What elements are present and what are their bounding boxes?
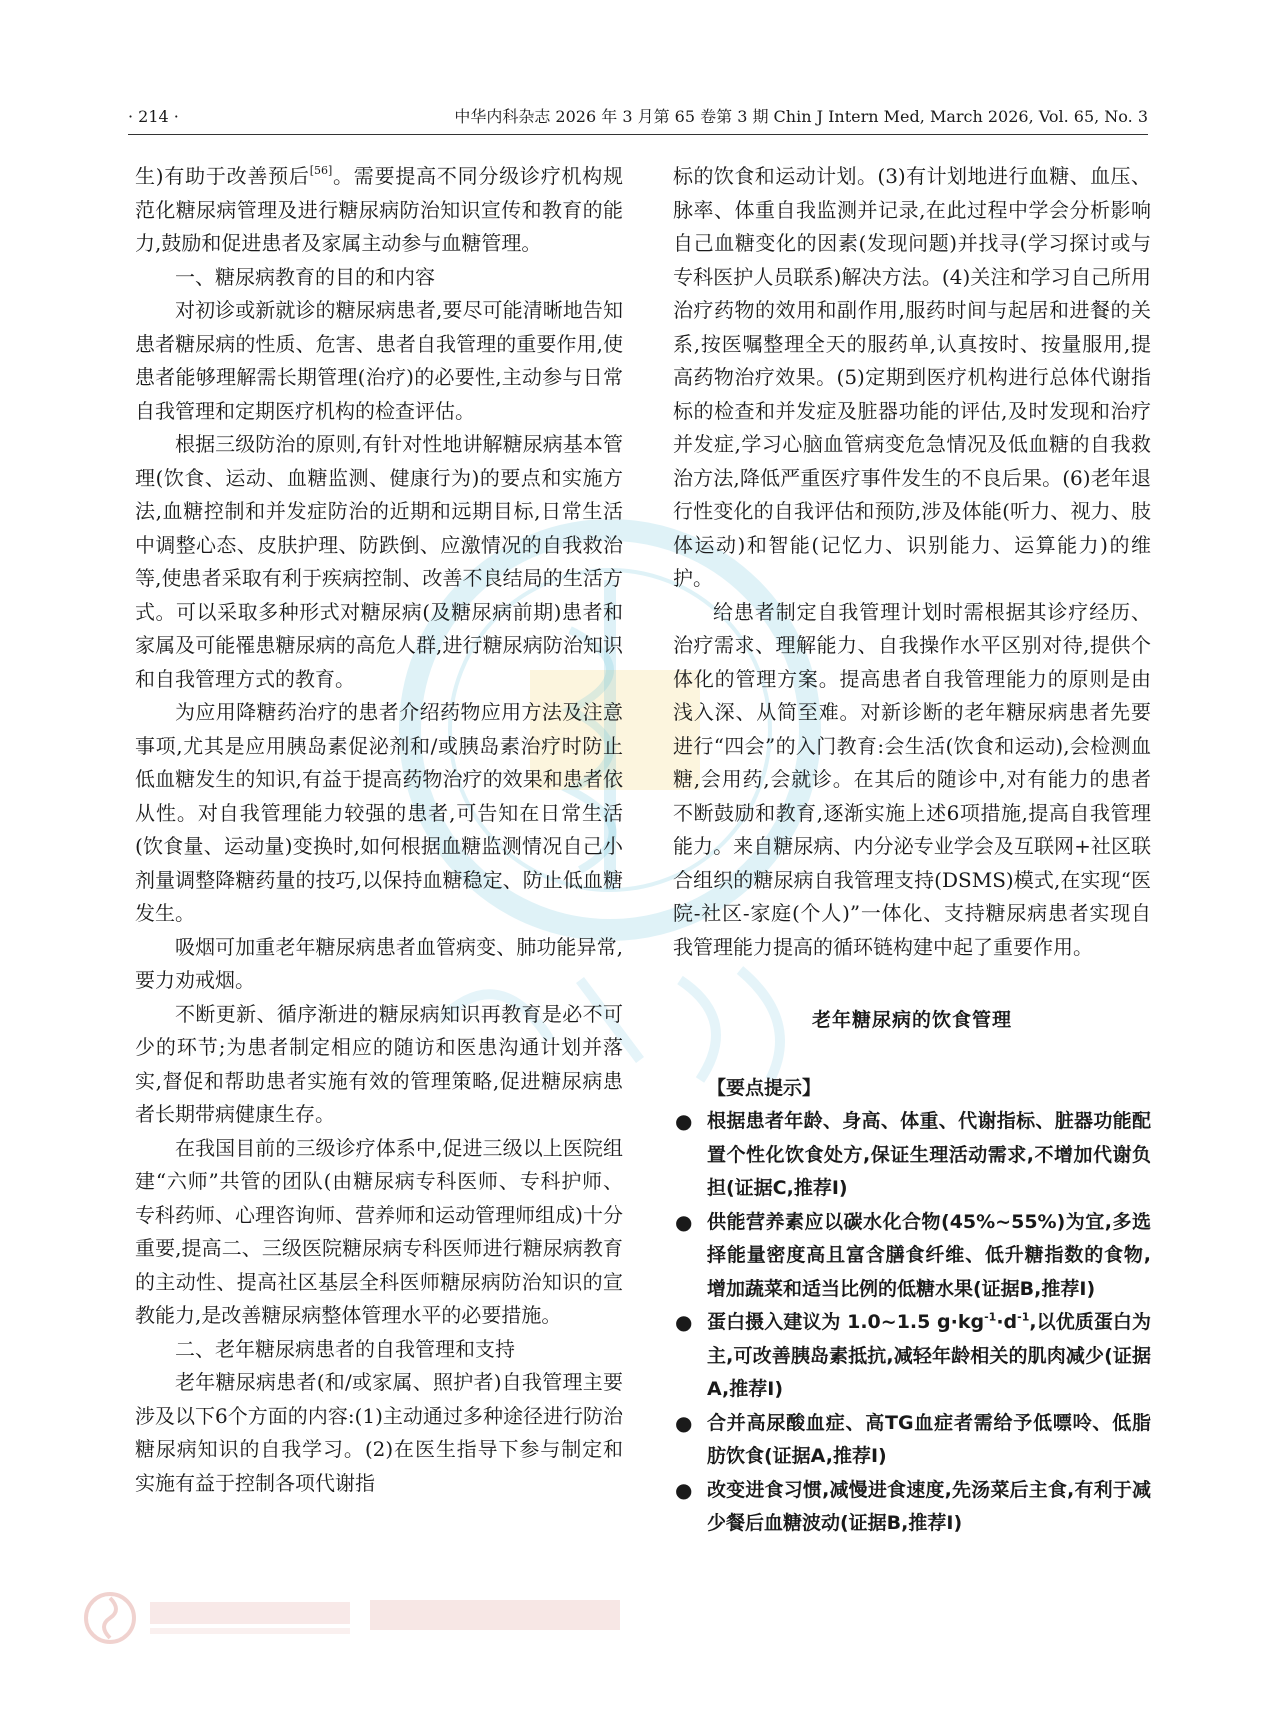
paragraph: 为应用降糖药治疗的患者介绍药物应用方法及注意事项,尤其是应用胰岛素促泌剂和/或胰岛素治疗时防止低血糖发生的知识,有益于提高药物治疗的效果和患者依从性。对自我管理能力较强的患者,可告知在日常生活(饮食量、运动量)变换时,如何根据血糖监测情况自己小剂量调整降糖药量的技巧,以保持血糖稳定、防止低血糖发生。	[135, 700, 623, 925]
paragraph: 给患者制定自我管理计划时需根据其诊疗经历、治疗需求、理解能力、自我操作水平区别对待,提供个体化的管理方案。提高患者自我管理能力的原则是由浅入深、从简至难。对新诊断的老年糖尿病患者先要进行“四会”的入门教育:会生活(饮食和运动),会检测血糖,会用药,会就诊。在其后的随诊中,对有能力的患者不断鼓励和教育,逐渐实施上述6项措施,提高自我管理能力。来自糖尿病、内分泌专业学会及互联网+社区联合组织的糖尿病自我管理支持(DSMS)模式,在实现“医院-社区-家庭(个人)”一体化、支持糖尿病患者实现自我管理能力提高的循环链构建中起了重要作用。	[673, 599, 1151, 959]
subsection-heading: 一、糖尿病教育的目的和内容	[175, 264, 435, 289]
header-rule	[128, 134, 1148, 135]
page-number: · 214 ·	[128, 107, 179, 126]
paragraph: 生)有助于改善预后[56]。需要提高不同分级诊疗机构规范化糖尿病管理及进行糖尿病防治知识宣传和教育的能力,鼓励和促进患者及家属主动参与血糖管理。	[135, 164, 623, 255]
bullet-icon: ●	[675, 1477, 693, 1502]
bullet-icon: ●	[675, 1109, 693, 1133]
key-point-item: ● 供能营养素应以碳水化合物(45%~55%)为宜,多选择能量密度高且富含膳食纤维、低升糖指数的食物,增加蔬菜和适当比例的低糖水果(证据B,推荐Ⅰ)	[673, 1206, 1151, 1307]
paragraph: 根据三级防治的原则,有针对性地讲解糖尿病基本管理(饮食、运动、血糖监测、健康行为)的要点和实施方法,血糖控制和并发症防治的近期和远期目标,日常生活中调整心态、皮肤护理、防跌倒、应激情况的自我救治等,使患者采取有利于疾病控制、改善不良结局的生活方式。可以采取多种形式对糖尿病(及糖尿病前期)患者和家属及可能罹患糖尿病的高危人群,进行糖尿病防治知识和自我管理方式的教育。	[135, 432, 623, 691]
publisher-logo-watermark	[80, 1588, 640, 1648]
key-point-item: ● 合并高尿酸血症、高TG血症者需给予低嘌呤、低脂肪饮食(证据A,推荐Ⅰ)	[673, 1407, 1151, 1474]
key-point-item: ● 蛋白摄入建议为 1.0~1.5 $g\cdot kg^{-1}\cdot d^{-1}$,以优质蛋白为主,可改善胰岛素抵抗,减轻年龄相关的肌肉减少(证据A,推荐Ⅰ)	[673, 1306, 1151, 1407]
key-point-item: ● 改变进食习惯,减慢进食速度,先汤菜后主食,有利于减少餐后血糖波动(证据B,推荐Ⅰ)	[673, 1474, 1151, 1541]
running-header	[128, 102, 1148, 132]
key-point-item: ● 根据患者年龄、身高、体重、代谢指标、脏器功能配置个性化饮食处方,保证生理活动需求,不增加代谢负担(证据C,推荐Ⅰ)	[673, 1105, 1151, 1206]
bullet-icon: ●	[675, 1310, 693, 1334]
paragraph: 老年糖尿病患者(和/或家属、照护者)自我管理主要涉及以下6个方面的内容:(1)主动通过多种途径进行防治糖尿病知识的自我学习。(2)在医生指导下参与制定和实施有益于控制各项代谢指	[135, 1370, 623, 1495]
paragraph: 对初诊或新就诊的糖尿病患者,要尽可能清晰地告知患者糖尿病的性质、危害、患者自我管理的重要作用,使患者能够理解需长期管理(治疗)的必要性,主动参与日常自我管理和定期医疗机构的检查评估。	[135, 298, 623, 423]
key-points-box	[673, 1072, 1151, 1541]
journal-citation: 中华内科杂志 2026 年 3 月第 65 卷第 3 期 Chin J Intern Med, March 2026, Vol. 65, No. 3	[454, 107, 1148, 126]
paragraph: 吸烟可加重老年糖尿病患者血管病变、肺功能异常,要力劝戒烟。	[135, 934, 623, 992]
section-title: 老年糖尿病的饮食管理	[811, 1009, 1012, 1031]
paragraph: 标的饮食和运动计划。(3)有计划地进行血糖、血压、脉率、体重自我监测并记录,在此过程中学会分析影响自己血糖变化的因素(发现问题)并找寻(学习探讨或与专科医护人员联系)解决方法。(4)关注和学习自己所用治疗药物的效用和副作用,服药时间与起居和进餐的关系,按医嘱整理全天的服药单,认真按时、按量服用,提高药物治疗效果。(5)定期到医疗机构进行总体代谢指标的检查和并发症及脏器功能的评估,及时发现和治疗并发症,学习心脑血管病变危急情况及低血糖的自我救治方法,降低严重医疗事件发生的不良后果。(6)老年退行性变化的自我评估和预防,涉及体能(听力、视力、肢体运动)和智能(记忆力、识别能力、运算能力)的维护。	[673, 164, 1151, 590]
key-points-title: 【要点提示】	[707, 1076, 822, 1099]
right-column	[673, 160, 1151, 1541]
paragraph: 不断更新、循序渐进的糖尿病知识再教育是必不可少的环节;为患者制定相应的随访和医患沟通计划并落实,督促和帮助患者实施有效的管理策略,促进糖尿病患者长期带病健康生存。	[135, 1001, 623, 1126]
paragraph: 在我国目前的三级诊疗体系中,促进三级以上医院组建“六师”共管的团队(由糖尿病专科医师、专科护师、专科药师、心理咨询师、营养师和运动管理师组成)十分重要,提高二、三级医院糖尿病专科医师进行糖尿病教育的主动性、提高社区基层全科医师糖尿病防治知识的宣教能力,是改善糖尿病整体管理水平的必要措施。	[135, 1135, 623, 1327]
bullet-icon: ●	[675, 1410, 693, 1435]
subsection-heading: 二、老年糖尿病患者的自我管理和支持	[175, 1336, 515, 1361]
citation-reference: [56]	[309, 164, 333, 177]
left-column	[135, 160, 623, 1500]
bullet-icon: ●	[675, 1209, 693, 1234]
